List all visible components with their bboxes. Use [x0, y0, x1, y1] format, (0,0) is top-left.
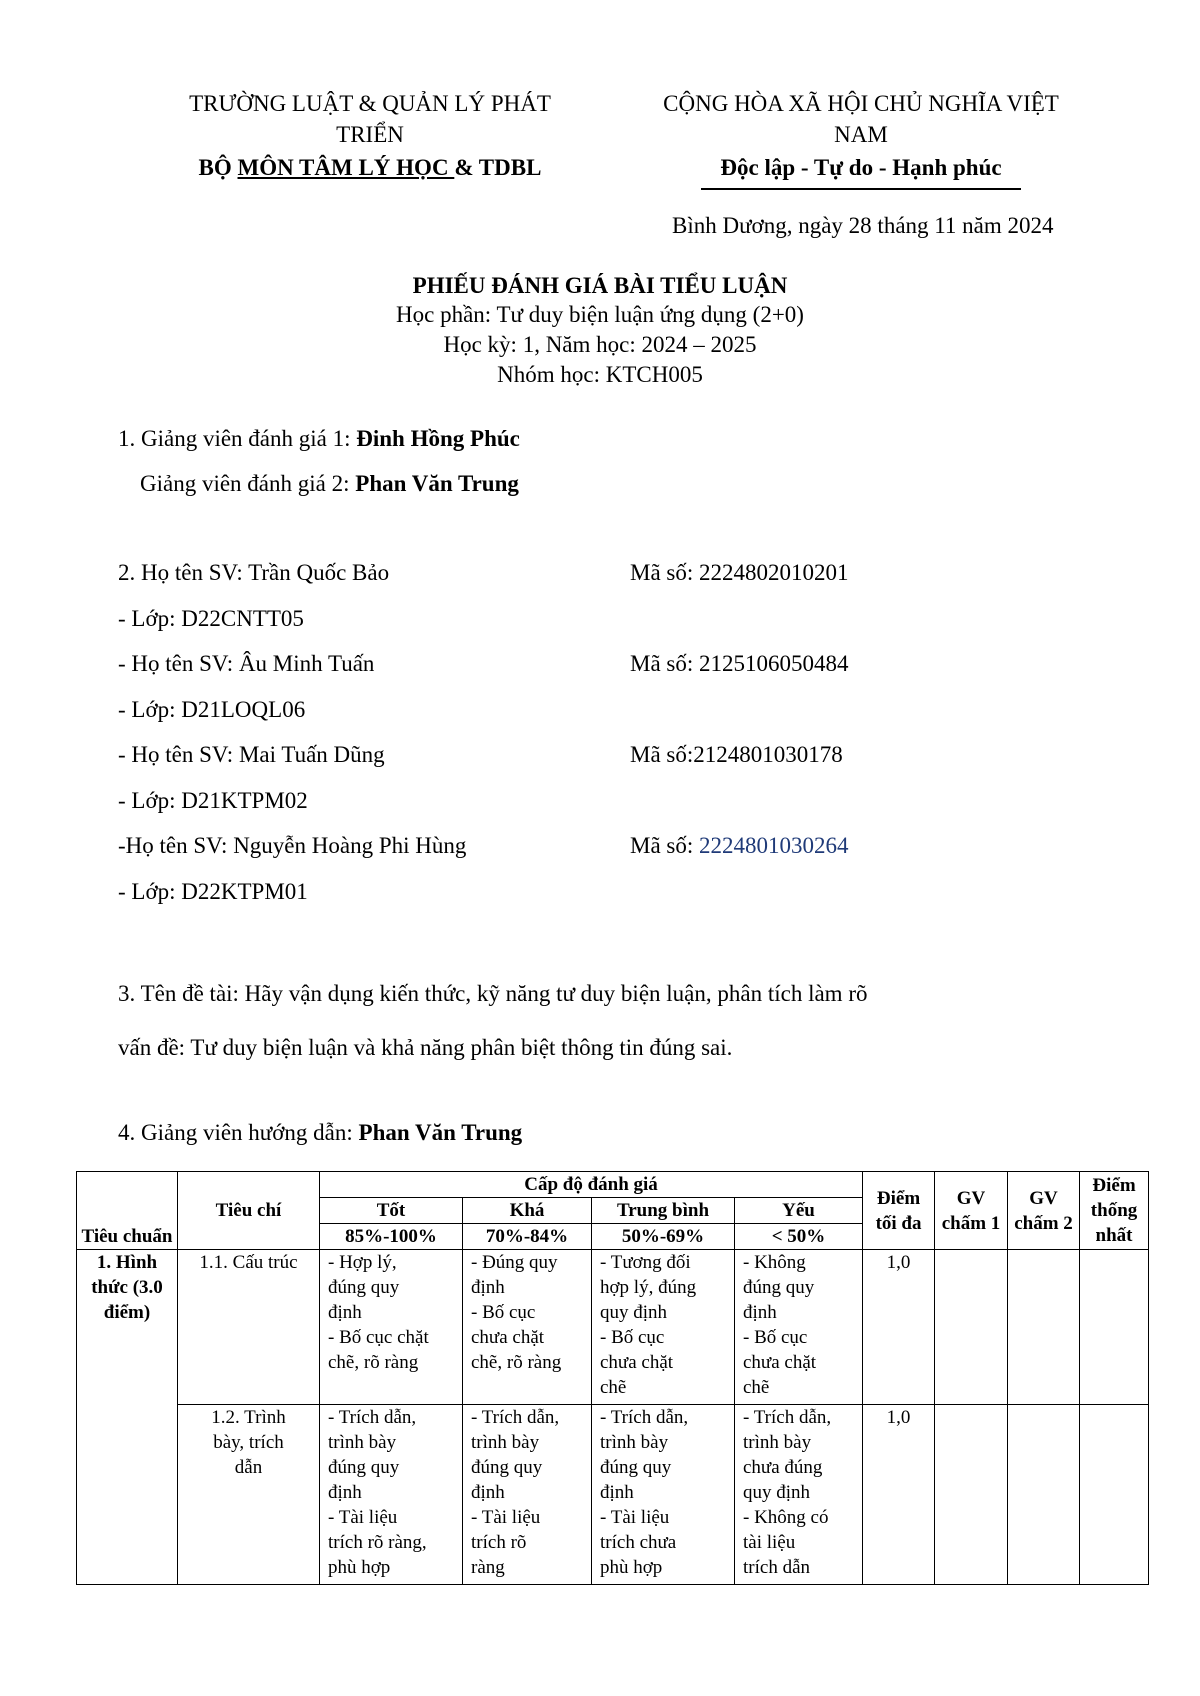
- row-good: - Hợp lý, đúng quy định - Bố cục chặt chẽ, rõ ràng: [320, 1250, 463, 1405]
- school-name-line2: TRIỂN: [336, 122, 404, 147]
- header-standard: Tiêu chuẩn: [77, 1172, 178, 1250]
- row-weak: - Trích dẫn, trình bày chưa đúng quy định - Không có tài liệu trích dẫn: [735, 1405, 863, 1585]
- student-3-id-label: Mã số:: [630, 742, 694, 767]
- row-criterion: 1.1. Cấu trúc: [178, 1250, 320, 1405]
- student-2-id-value: 2125106050484: [699, 651, 849, 676]
- student-4-name: -Họ tên SV: Nguyễn Hoàng Phi Hùng: [118, 833, 467, 858]
- form-title: PHIẾU ĐÁNH GIÁ BÀI TIỂU LUẬN: [412, 273, 788, 298]
- student-1-id-value: 2224802010201: [699, 560, 849, 585]
- header-fair-range: 70%-84%: [463, 1224, 592, 1250]
- row-good: - Trích dẫn, trình bày đúng quy định - Tài liệu trích rõ ràng, phù hợp: [320, 1405, 463, 1585]
- department-suffix: & TDBL: [454, 155, 542, 180]
- evaluator-2-name: Phan Văn Trung: [355, 471, 519, 496]
- evaluator-1-name: Đinh Hồng Phúc: [356, 426, 520, 451]
- advisor: [118, 1118, 522, 1148]
- header-average-range: 50%-69%: [592, 1224, 735, 1250]
- header-agreed-score: Điểm thống nhất: [1080, 1172, 1149, 1250]
- country-name-line1: CỘNG HÒA XÃ HỘI CHỦ NGHĨA VIỆT: [663, 91, 1059, 116]
- row-average: - Trích dẫn, trình bày đúng quy định - Tài liệu trích chưa phù hợp: [592, 1405, 735, 1585]
- row-max-score: 1,0: [863, 1250, 935, 1405]
- evaluator-2: [140, 469, 519, 499]
- header-average: Trung bình: [592, 1198, 735, 1224]
- header-fair: Khá: [463, 1198, 592, 1224]
- student-1-name: 2. Họ tên SV: Trần Quốc Bảo: [118, 560, 390, 585]
- group-line: Nhóm học: KTCH005: [497, 362, 703, 387]
- school-header: [140, 88, 600, 183]
- student-3-class: - Lớp: D21KTPM02: [118, 788, 308, 813]
- place-date: Bình Dương, ngày 28 tháng 11 năm 2024: [672, 213, 1054, 238]
- student-4-id: [630, 831, 849, 861]
- student-3-id: [630, 740, 843, 770]
- table-row: [77, 1250, 1149, 1405]
- national-motto: Độc lập - Tự do - Hạnh phúc: [720, 155, 1002, 180]
- student-3-id-value: 2124801030178: [693, 742, 843, 767]
- row-gv1-score[interactable]: [935, 1405, 1008, 1585]
- header-weak: Yếu: [735, 1198, 863, 1224]
- table-header-row-1: [77, 1172, 1149, 1198]
- department-underlined: MÔN TÂM LÝ HỌC: [237, 155, 455, 180]
- row-gv1-score[interactable]: [935, 1250, 1008, 1405]
- student-2-id-label: Mã số:: [630, 651, 699, 676]
- evaluator-1-label: 1. Giảng viên đánh giá 1:: [118, 426, 357, 451]
- national-header: [616, 88, 1106, 183]
- row-average: - Tương đối hợp lý, đúng quy định - Bố cục chưa chặt chẽ: [592, 1250, 735, 1405]
- evaluation-table: [76, 1171, 1149, 1585]
- row-criterion: 1.2. Trình bày, trích dẫn: [178, 1405, 320, 1585]
- header-gv1: GV chấm 1: [935, 1172, 1008, 1250]
- student-4-class: - Lớp: D22KTPM01: [118, 879, 308, 904]
- advisor-name: Phan Văn Trung: [358, 1120, 523, 1145]
- motto-underline: [701, 188, 1021, 190]
- student-1-id: [630, 558, 849, 588]
- evaluator-1: [118, 424, 520, 454]
- title-block: [0, 271, 1200, 390]
- header-gv2: GV chấm 2: [1008, 1172, 1080, 1250]
- header-max-score: Điểm tối đa: [863, 1172, 935, 1250]
- student-4-id-label: Mã số:: [630, 833, 699, 858]
- row-agreed-score[interactable]: [1080, 1405, 1149, 1585]
- student-3-name: - Họ tên SV: Mai Tuấn Dũng: [118, 742, 385, 767]
- header-good: Tốt: [320, 1198, 463, 1224]
- country-name-line2: NAM: [834, 122, 888, 147]
- header-good-range: 85%-100%: [320, 1224, 463, 1250]
- advisor-label: 4. Giảng viên hướng dẫn:: [118, 1120, 359, 1145]
- department-name: [140, 152, 600, 183]
- topic-line-1: 3. Tên đề tài: Hãy vận dụng kiến thức, kỹ năng tư duy biện luận, phân tích làm rõ: [118, 981, 868, 1006]
- row-gv2-score[interactable]: [1008, 1405, 1080, 1585]
- header-weak-range: < 50%: [735, 1224, 863, 1250]
- student-4-id-value: 2224801030264: [699, 833, 849, 858]
- student-2-name: - Họ tên SV: Âu Minh Tuấn: [118, 651, 375, 676]
- topic-line-2: vấn đề: Tư duy biện luận và khả năng phân biệt thông tin đúng sai.: [118, 1035, 733, 1060]
- evaluator-2-label: Giảng viên đánh giá 2:: [140, 471, 356, 496]
- row-fair: - Đúng quy định - Bố cục chưa chặt chẽ, rõ ràng: [463, 1250, 592, 1405]
- row-weak: - Không đúng quy định - Bố cục chưa chặt chẽ: [735, 1250, 863, 1405]
- student-1-id-label: Mã số:: [630, 560, 699, 585]
- table-row: [77, 1405, 1149, 1585]
- student-2-class: - Lớp: D21LOQL06: [118, 697, 306, 722]
- header-criterion: Tiêu chí: [178, 1172, 320, 1250]
- row-fair: - Trích dẫn, trình bày đúng quy định - Tài liệu trích rõ ràng: [463, 1405, 592, 1585]
- course-line: Học phần: Tư duy biện luận ứng dụng (2+0): [396, 302, 804, 327]
- header-level: Cấp độ đánh giá: [320, 1172, 863, 1198]
- row-max-score: 1,0: [863, 1405, 935, 1585]
- department-prefix: BỘ: [198, 155, 238, 180]
- row-standard: 1. Hình thức (3.0 điểm): [77, 1250, 178, 1585]
- student-2-id: [630, 649, 849, 679]
- row-agreed-score[interactable]: [1080, 1250, 1149, 1405]
- term-line: Học kỳ: 1, Năm học: 2024 – 2025: [443, 332, 757, 357]
- row-gv2-score[interactable]: [1008, 1250, 1080, 1405]
- student-1-class: - Lớp: D22CNTT05: [118, 606, 304, 631]
- school-name-line1: TRƯỜNG LUẬT & QUẢN LÝ PHÁT: [189, 91, 551, 116]
